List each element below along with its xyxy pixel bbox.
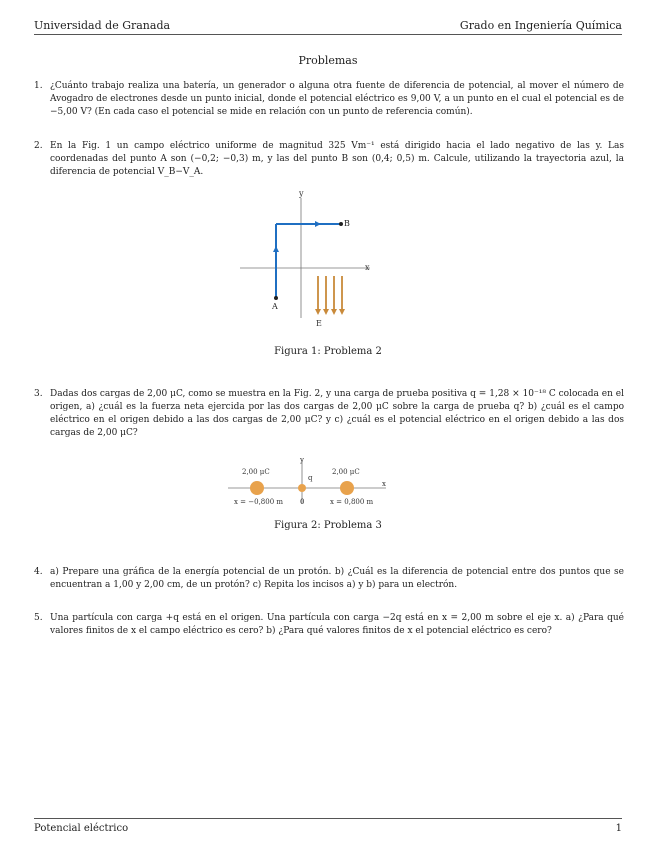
path-arrow-up-icon xyxy=(273,246,279,252)
y-axis-label: y xyxy=(300,456,304,464)
test-charge xyxy=(298,484,306,492)
page-number: 1 xyxy=(615,823,622,834)
y-axis-label: y xyxy=(299,189,304,198)
right-position-label: x = 0,800 m xyxy=(330,498,374,506)
right-charge-label: 2,00 μC xyxy=(332,468,360,476)
problem-2 xyxy=(34,140,624,179)
point-a-dot xyxy=(274,296,278,300)
path-arrow-right-icon xyxy=(315,221,321,227)
problem-text: Dadas dos cargas de 2,00 μC, como se muestra en la Fig. 2, y una carga de prueba positiva q = 1,28 × 10⁻¹⁸ C colocada en el origen, a) ¿cuál es la fuerza neta ejercida por las dos cargas de 2,00 μC sobre la carga de prueba q? b) ¿cuál es el campo eléctrico en el origen debido a las dos cargas de 2,00 μC? y c) ¿cuál es el potencial eléctrico en el origen debido a las dos cargas de 2,00 μC? xyxy=(50,389,624,438)
figure-2-diagram xyxy=(222,454,392,514)
right-charge xyxy=(340,481,354,495)
origin-label: 0 xyxy=(300,498,305,506)
problem-text: a) Prepare una gráfica de la energía potencial de un protón. b) ¿Cuál es la diferencia de potencial entre dos puntos que se encuentran a 1,00 y 2,00 cm, de un protón? c) Repita los incisos a) y b) para un electrón. xyxy=(50,567,624,590)
problem-5 xyxy=(34,612,624,638)
field-arrow-down-icon xyxy=(315,309,345,315)
problem-number: 3. xyxy=(34,389,43,399)
footer-topic: Potencial eléctrico xyxy=(34,823,129,834)
x-axis-label: x xyxy=(365,263,370,272)
point-a-label: A xyxy=(272,302,278,311)
page-title: Problemas xyxy=(298,54,358,67)
problem-1 xyxy=(34,80,624,119)
page-header xyxy=(34,14,622,35)
left-charge-label: 2,00 μC xyxy=(242,468,270,476)
header-university: Universidad de Granada xyxy=(34,19,171,32)
field-lines xyxy=(318,276,342,310)
figure-1-caption: Figura 1: Problema 2 xyxy=(274,346,382,357)
point-b-dot xyxy=(339,222,343,226)
figure-2-caption: Figura 2: Problema 3 xyxy=(274,520,382,531)
x-axis-label: x xyxy=(382,480,386,488)
problem-4 xyxy=(34,566,624,592)
problem-number: 1. xyxy=(34,81,43,91)
left-charge xyxy=(250,481,264,495)
problem-text: En la Fig. 1 un campo eléctrico uniforme de magnitud 325 Vm⁻¹ está dirigido hacia el lado negativo de las y. Las coordenadas del punto A son (−0,2; −0,3) m, y las del punto B son (0,4; 0,5) m. Calcule, utilizando la trayectoria azul, la diferencia de potencial V_B−V_A. xyxy=(50,141,624,177)
problem-3 xyxy=(34,388,624,440)
q-label: q xyxy=(308,474,313,482)
problem-text: Una partícula con carga +q está en el origen. Una partícula con carga −2q está en x = 2,00 m sobre el eje x. a) ¿Para qué valores finitos de x el campo eléctrico es cero? b) ¿Para qué valores finitos de x el potencial eléctrico es cero? xyxy=(50,613,624,636)
left-position-label: x = −0,800 m xyxy=(234,498,284,506)
problem-text: ¿Cuánto trabajo realiza una batería, un generador o alguna otra fuente de diferencia de potencial, al mover el número de Avogadro de electrones desde un punto inicial, donde el potencial eléctrico es 9,00 V, a un punto en el cual el potencial es de −5,00 V? (En cada caso el potencial se mide en relación con un punto de referencia común). xyxy=(50,81,624,117)
header-degree: Grado en Ingeniería Química xyxy=(459,19,622,32)
problem-number: 4. xyxy=(34,567,43,577)
field-label: E xyxy=(316,319,322,328)
page-footer xyxy=(34,818,622,834)
problem-number: 5. xyxy=(34,613,43,623)
problem-number: 2. xyxy=(34,141,43,151)
point-b-label: B xyxy=(344,219,350,228)
figure-1-diagram xyxy=(225,188,385,338)
